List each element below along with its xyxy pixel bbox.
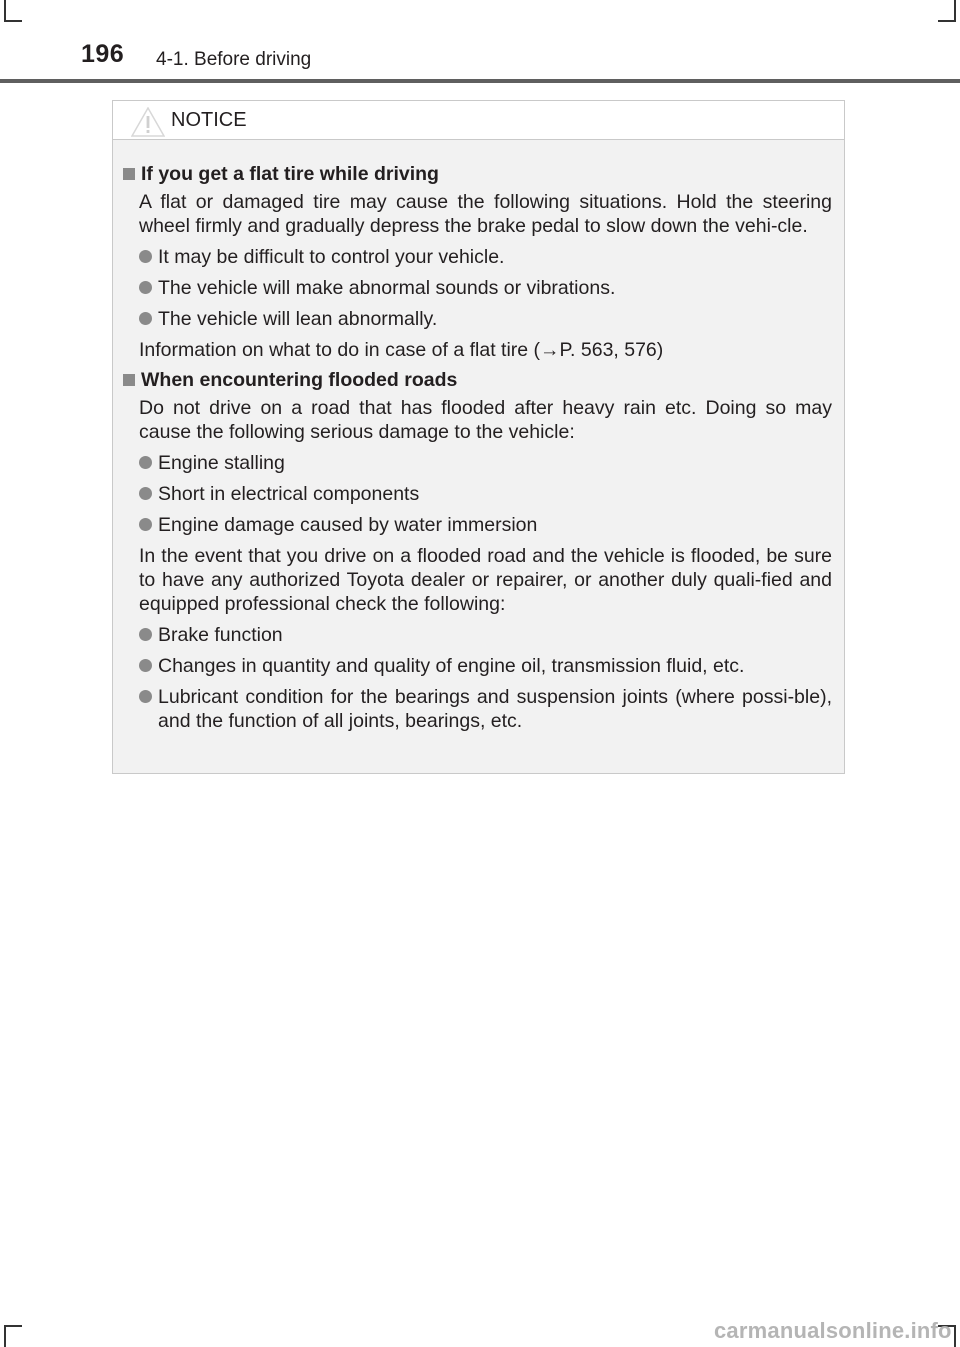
crop-mark (4, 1327, 6, 1347)
watermark: carmanualsonline.info (714, 1318, 952, 1343)
circle-bullet-icon (139, 312, 152, 325)
circle-bullet-icon (139, 690, 152, 703)
paragraph: Do not drive on a road that has flooded after heavy rain etc. Doing so may cause the following serious damage to the vehicle: (139, 397, 832, 443)
crop-mark (4, 1325, 22, 1327)
list-item: Engine damage caused by water immersion (139, 513, 832, 537)
list-item: Short in electrical components (139, 482, 832, 506)
warning-triangle-icon (131, 107, 165, 137)
square-bullet-icon (123, 168, 135, 180)
heading-text: When encountering flooded roads (141, 369, 458, 391)
list-item: Lubricant condition for the bearings and suspension joints (where possi-ble), and the function of all joints, bearings, etc. (139, 685, 832, 733)
list-item: The vehicle will make abnormal sounds or vibrations. (139, 276, 832, 300)
square-bullet-icon (123, 374, 135, 386)
crop-mark (954, 1327, 956, 1347)
circle-bullet-icon (139, 250, 152, 263)
notice-body (113, 140, 844, 733)
paragraph: In the event that you drive on a flooded road and the vehicle is flooded, be sure to have any authorized Toyota dealer or repairer, or another duly quali-fied and equipped professional check the following: (139, 545, 832, 615)
notice-box (112, 100, 845, 774)
list-item: Brake function (139, 623, 832, 647)
list-item: Changes in quantity and quality of engine oil, transmission fluid, etc. (139, 654, 832, 678)
notice-label: NOTICE (171, 109, 247, 131)
notice-header (113, 101, 844, 140)
circle-bullet-icon (139, 487, 152, 500)
paragraph: Information on what to do in case of a flat tire (→P. 563, 576) (139, 339, 664, 361)
paragraph: A flat or damaged tire may cause the following situations. Hold the steering wheel firmly and gradually depress the brake pedal to slow down the vehi-cle. (139, 191, 832, 237)
header-rule (0, 79, 960, 83)
section-heading (121, 162, 832, 186)
circle-bullet-icon (139, 628, 152, 641)
circle-bullet-icon (139, 456, 152, 469)
list-item: The vehicle will lean abnormally. (139, 307, 832, 331)
circle-bullet-icon (139, 659, 152, 672)
page-number: 196 (81, 40, 125, 68)
list-item: Engine stalling (139, 451, 832, 475)
section-heading (121, 368, 832, 392)
circle-bullet-icon (139, 518, 152, 531)
section-title: 4-1. Before driving (156, 49, 312, 70)
page-header (0, 0, 960, 84)
circle-bullet-icon (139, 281, 152, 294)
heading-text: If you get a flat tire while driving (141, 163, 439, 185)
list-item: It may be difficult to control your vehicle. (139, 245, 832, 269)
